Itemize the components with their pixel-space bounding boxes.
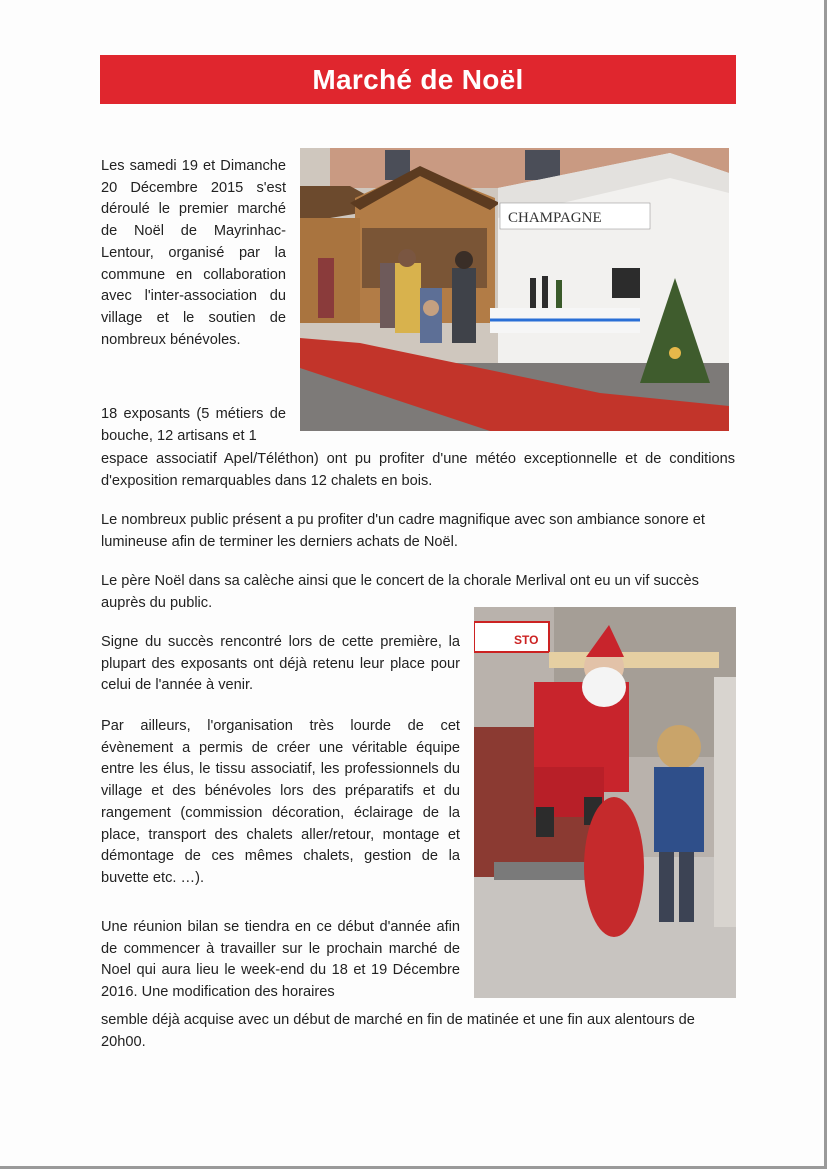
paragraph-public: Le nombreux public présent a pu profiter d'un cadre magnifique avec son ambiance sonore et lumineuse afin de terminer les derniers achats de Noël. — [101, 512, 705, 550]
paragraph-exhibitors-end: espace associatif Apel/Téléthon) ont pu profiter d'une météo exceptionnelle et de conditions d'exposition remarquables dans 12 chalets en bois. — [101, 451, 735, 489]
santa-sleigh-photo — [474, 607, 736, 998]
title-banner — [100, 55, 736, 104]
sleigh-sign-text: STO — [514, 633, 539, 647]
paragraph-meeting-start: Une réunion bilan se tiendra en ce début d'année afin de commencer à travailler sur le prochain marché de Noel qui aura lieu le week-end du 18 et 19 Décembre 2016. Une modification des horaires — [101, 919, 460, 1001]
market-stalls-photo — [300, 148, 729, 431]
paragraph-success: Signe du succès rencontré lors de cette première, la plupart des exposants ont déjà retenu leur place pour celui de l'année à venir. — [101, 634, 460, 694]
paragraph-organisation: Par ailleurs, l'organisation très lourde de cet évènement a permis de créer une véritable équipe entre les élus, le tissu associatif, les professionnels du village et des bénévoles lors des préparatifs et du rangement (commission décoration, éclairage de la place, transport des chalets aller/retour, montage et démontage de ces mêmes chalets, gestion de la buvette etc. …). — [101, 718, 460, 886]
champagne-banner-text: CHAMPAGNE — [508, 210, 602, 226]
paragraph-intro: Les samedi 19 et Dimanche 20 Décembre 2015 s'est déroulé le premier marché de Noël de Mayrinhac-Lentour, organisé par la commune en collaboration avec l'inter-association du village et le soutien de nombreux bénévoles. — [101, 158, 286, 348]
paragraph-exhibitors-start: 18 exposants (5 métiers de bouche, 12 artisans et 1 — [101, 406, 286, 444]
page-title: Marché de Noël — [312, 63, 524, 95]
paragraph-meeting-end: semble déjà acquise avec un début de marché en fin de matinée et une fin aux alentours de 20h00. — [101, 1012, 695, 1050]
paragraph-santa: Le père Noël dans sa calèche ainsi que le concert de la chorale Merlival ont eu un vif succès auprès du public. — [101, 573, 699, 611]
